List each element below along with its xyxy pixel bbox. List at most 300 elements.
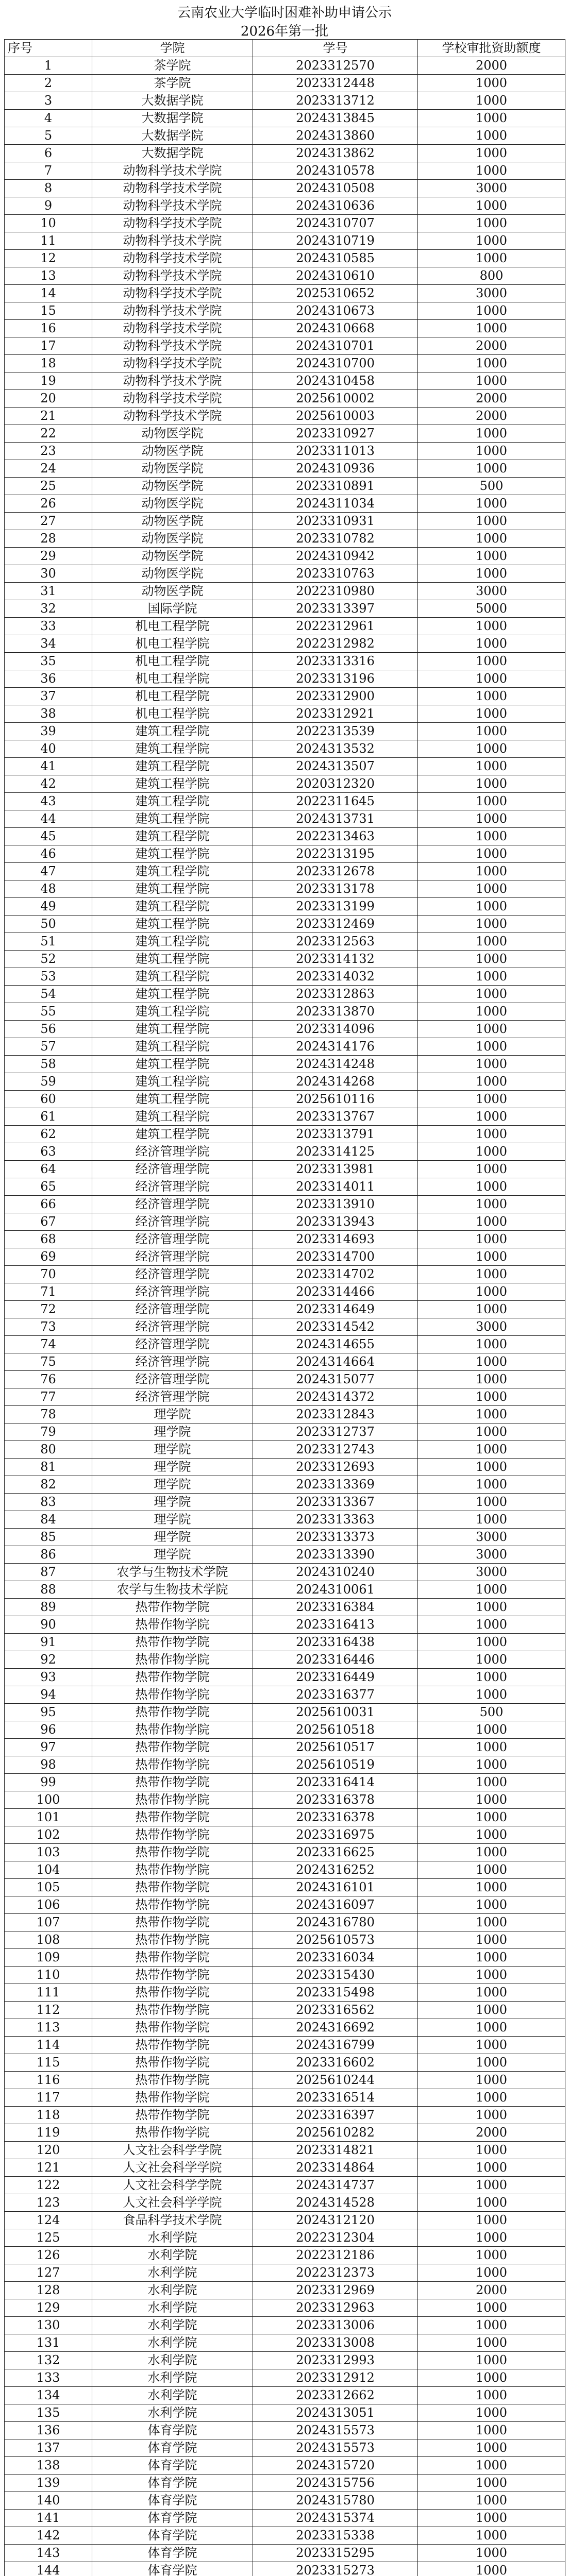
row-amount: 1000 <box>418 951 565 968</box>
row-index: 143 <box>5 2545 92 2562</box>
row-index: 9 <box>5 197 92 215</box>
table-row <box>5 443 565 460</box>
table-row <box>5 302 565 320</box>
table-row <box>5 810 565 828</box>
table-row <box>5 408 565 425</box>
table-row <box>5 1371 565 1388</box>
row-college: 热带作物学院 <box>92 1861 253 1879</box>
row-college: 热带作物学院 <box>92 1686 253 1704</box>
row-college: 水利学院 <box>92 2334 253 2352</box>
row-college: 经济管理学院 <box>92 1143 253 1161</box>
row-student-id: 2023316449 <box>253 1669 418 1686</box>
row-student-id: 2023316562 <box>253 2002 418 2019</box>
row-student-id: 2024310610 <box>253 267 418 285</box>
row-amount: 1000 <box>418 1844 565 1861</box>
row-index: 137 <box>5 2439 92 2457</box>
row-amount: 1000 <box>418 2194 565 2212</box>
row-student-id: 2024316252 <box>253 1861 418 1879</box>
row-student-id: 2023312570 <box>253 57 418 75</box>
row-college: 经济管理学院 <box>92 1266 253 1283</box>
row-index: 61 <box>5 1108 92 1126</box>
table-row <box>5 2317 565 2334</box>
row-index: 125 <box>5 2229 92 2247</box>
table-row <box>5 2282 565 2299</box>
row-amount: 2000 <box>418 2282 565 2299</box>
table-row <box>5 1423 565 1441</box>
table-row <box>5 1213 565 1231</box>
row-college: 热带作物学院 <box>92 1774 253 1791</box>
row-index: 41 <box>5 758 92 775</box>
row-student-id: 2022310980 <box>253 583 418 600</box>
row-student-id: 2023313943 <box>253 1213 418 1231</box>
row-college: 建筑工程学院 <box>92 951 253 968</box>
row-amount: 1000 <box>418 145 565 162</box>
page-title: 云南农业大学临时困难补助申请公示 <box>177 5 392 21</box>
row-college: 热带作物学院 <box>92 1739 253 1756</box>
table-row <box>5 1336 565 1353</box>
row-college: 经济管理学院 <box>92 1178 253 1196</box>
row-student-id: 2023312743 <box>253 1441 418 1459</box>
table-row <box>5 2002 565 2019</box>
row-index: 141 <box>5 2510 92 2527</box>
table-row <box>5 425 565 443</box>
row-index: 6 <box>5 145 92 162</box>
row-college: 动物科学技术学院 <box>92 180 253 197</box>
table-row <box>5 478 565 495</box>
row-index: 82 <box>5 1476 92 1494</box>
row-college: 热带作物学院 <box>92 2019 253 2037</box>
row-amount: 1000 <box>418 2247 565 2264</box>
row-student-id: 2023313006 <box>253 2317 418 2334</box>
row-college: 经济管理学院 <box>92 1231 253 1248</box>
table-row <box>5 2422 565 2439</box>
table-row <box>5 635 565 653</box>
row-amount: 3000 <box>418 1564 565 1581</box>
row-amount: 1000 <box>418 740 565 758</box>
row-college: 热带作物学院 <box>92 1791 253 1809</box>
row-student-id: 2024310458 <box>253 372 418 390</box>
row-student-id: 2023310927 <box>253 425 418 443</box>
table-row <box>5 145 565 162</box>
row-student-id: 2023313367 <box>253 1494 418 1511</box>
row-index: 1 <box>5 57 92 75</box>
row-amount: 1000 <box>418 425 565 443</box>
table-row <box>5 1021 565 1038</box>
row-index: 110 <box>5 1967 92 1984</box>
row-student-id: 2023313910 <box>253 1196 418 1213</box>
row-index: 100 <box>5 1791 92 1809</box>
row-college: 体育学院 <box>92 2457 253 2475</box>
table-row <box>5 1476 565 1494</box>
table-row <box>5 2159 565 2177</box>
row-student-id: 2023313199 <box>253 898 418 916</box>
row-college: 动物科学技术学院 <box>92 197 253 215</box>
row-student-id: 2024315573 <box>253 2422 418 2439</box>
table-row <box>5 1353 565 1371</box>
row-amount: 1000 <box>418 530 565 548</box>
row-amount: 1000 <box>418 1511 565 1529</box>
table-row <box>5 1546 565 1564</box>
table-row <box>5 250 565 267</box>
table-row <box>5 2510 565 2527</box>
table-row <box>5 986 565 1003</box>
row-college: 动物科学技术学院 <box>92 337 253 355</box>
row-index: 112 <box>5 2002 92 2019</box>
row-college: 动物医学院 <box>92 583 253 600</box>
row-amount: 1000 <box>418 1826 565 1844</box>
row-student-id: 2023312737 <box>253 1423 418 1441</box>
row-college: 热带作物学院 <box>92 1967 253 1984</box>
row-index: 94 <box>5 1686 92 1704</box>
row-amount: 1000 <box>418 2510 565 2527</box>
row-college: 水利学院 <box>92 2247 253 2264</box>
row-index: 91 <box>5 1634 92 1651</box>
table-row <box>5 1844 565 1861</box>
row-college: 建筑工程学院 <box>92 916 253 933</box>
row-student-id: 2022312961 <box>253 618 418 635</box>
table-row <box>5 1686 565 1704</box>
table-row <box>5 583 565 600</box>
table-row <box>5 1949 565 1967</box>
row-amount: 1000 <box>418 460 565 478</box>
row-amount: 1000 <box>418 1494 565 1511</box>
row-amount: 1000 <box>418 1021 565 1038</box>
row-student-id: 2024316692 <box>253 2019 418 2037</box>
row-amount: 1000 <box>418 1073 565 1091</box>
row-college: 水利学院 <box>92 2317 253 2334</box>
row-amount: 1000 <box>418 916 565 933</box>
row-amount: 1000 <box>418 828 565 845</box>
row-student-id: 2024311034 <box>253 495 418 513</box>
row-college: 动物科学技术学院 <box>92 408 253 425</box>
row-college: 体育学院 <box>92 2545 253 2562</box>
row-college: 热带作物学院 <box>92 1914 253 1931</box>
row-index: 37 <box>5 688 92 705</box>
row-student-id: 2023312993 <box>253 2352 418 2369</box>
table-row <box>5 1441 565 1459</box>
row-index: 19 <box>5 372 92 390</box>
row-student-id: 2024313862 <box>253 145 418 162</box>
row-student-id: 2024314737 <box>253 2177 418 2194</box>
table-row <box>5 951 565 968</box>
row-student-id: 2023312448 <box>253 75 418 92</box>
table-row <box>5 180 565 197</box>
row-student-id: 2023316975 <box>253 1826 418 1844</box>
row-index: 85 <box>5 1529 92 1546</box>
table-row <box>5 933 565 951</box>
table-row <box>5 2072 565 2089</box>
table-header-row <box>5 40 565 57</box>
table-row <box>5 460 565 478</box>
row-index: 90 <box>5 1616 92 1634</box>
row-index: 129 <box>5 2299 92 2317</box>
row-amount: 3000 <box>418 583 565 600</box>
row-index: 49 <box>5 898 92 916</box>
row-amount: 1000 <box>418 2107 565 2124</box>
row-student-id: 2022313463 <box>253 828 418 845</box>
row-amount: 1000 <box>418 1599 565 1616</box>
row-index: 111 <box>5 1984 92 2002</box>
row-amount: 1000 <box>418 653 565 670</box>
row-college: 热带作物学院 <box>92 1616 253 1634</box>
row-amount: 1000 <box>418 2212 565 2229</box>
row-student-id: 2024310668 <box>253 320 418 337</box>
table-row <box>5 1091 565 1108</box>
row-college: 体育学院 <box>92 2527 253 2545</box>
row-index: 117 <box>5 2089 92 2107</box>
row-student-id: 2024314528 <box>253 2194 418 2212</box>
row-amount: 1000 <box>418 1266 565 1283</box>
row-amount: 2000 <box>418 337 565 355</box>
row-college: 热带作物学院 <box>92 1949 253 1967</box>
row-college: 热带作物学院 <box>92 1634 253 1651</box>
table-row <box>5 1388 565 1406</box>
row-index: 71 <box>5 1283 92 1301</box>
row-student-id: 2025610282 <box>253 2124 418 2142</box>
row-index: 123 <box>5 2194 92 2212</box>
row-college: 建筑工程学院 <box>92 810 253 828</box>
row-college: 热带作物学院 <box>92 1809 253 1826</box>
row-college: 水利学院 <box>92 2352 253 2369</box>
table-row <box>5 355 565 372</box>
row-college: 热带作物学院 <box>92 1704 253 1721</box>
table-row <box>5 1896 565 1914</box>
row-student-id: 2023310763 <box>253 565 418 583</box>
row-index: 96 <box>5 1721 92 1739</box>
table-row <box>5 2019 565 2037</box>
row-index: 13 <box>5 267 92 285</box>
row-index: 121 <box>5 2159 92 2177</box>
row-college: 经济管理学院 <box>92 1371 253 1388</box>
row-student-id: 2023314702 <box>253 1266 418 1283</box>
row-index: 47 <box>5 863 92 880</box>
table-row <box>5 1073 565 1091</box>
row-student-id: 2024310936 <box>253 460 418 478</box>
row-student-id: 2023314542 <box>253 1318 418 1336</box>
table-row <box>5 2457 565 2475</box>
row-college: 建筑工程学院 <box>92 986 253 1003</box>
row-student-id: 2024315077 <box>253 1371 418 1388</box>
row-student-id: 2023312678 <box>253 863 418 880</box>
row-college: 动物医学院 <box>92 548 253 565</box>
row-amount: 1000 <box>418 1984 565 2002</box>
table-row <box>5 670 565 688</box>
table-row <box>5 1564 565 1581</box>
row-college: 建筑工程学院 <box>92 793 253 810</box>
row-amount: 1000 <box>418 302 565 320</box>
row-index: 104 <box>5 1861 92 1879</box>
row-amount: 1000 <box>418 1353 565 1371</box>
row-college: 热带作物学院 <box>92 1599 253 1616</box>
row-amount: 1000 <box>418 1108 565 1126</box>
table-row <box>5 548 565 565</box>
row-amount: 1000 <box>418 1371 565 1388</box>
row-index: 79 <box>5 1423 92 1441</box>
row-index: 120 <box>5 2142 92 2159</box>
row-amount: 1000 <box>418 1213 565 1231</box>
table-row <box>5 723 565 740</box>
row-index: 63 <box>5 1143 92 1161</box>
row-amount: 3000 <box>418 1318 565 1336</box>
row-index: 54 <box>5 986 92 1003</box>
row-student-id: 2024316101 <box>253 1879 418 1896</box>
row-index: 30 <box>5 565 92 583</box>
row-amount: 1000 <box>418 1756 565 1774</box>
row-index: 142 <box>5 2527 92 2545</box>
row-index: 56 <box>5 1021 92 1038</box>
row-index: 39 <box>5 723 92 740</box>
row-index: 21 <box>5 408 92 425</box>
row-index: 75 <box>5 1353 92 1371</box>
table-row <box>5 2545 565 2562</box>
table-row <box>5 1599 565 1616</box>
row-college: 理学院 <box>92 1529 253 1546</box>
row-college: 水利学院 <box>92 2282 253 2299</box>
table-row <box>5 2404 565 2422</box>
row-college: 动物科学技术学院 <box>92 250 253 267</box>
table-row <box>5 2439 565 2457</box>
row-index: 127 <box>5 2264 92 2282</box>
table-row <box>5 1704 565 1721</box>
row-index: 144 <box>5 2562 92 2576</box>
row-college: 建筑工程学院 <box>92 1021 253 1038</box>
row-amount: 1000 <box>418 1616 565 1634</box>
row-amount: 1000 <box>418 1248 565 1266</box>
row-student-id: 2023313369 <box>253 1476 418 1494</box>
table-row <box>5 1861 565 1879</box>
row-amount: 1000 <box>418 723 565 740</box>
table-row <box>5 2264 565 2282</box>
row-index: 31 <box>5 583 92 600</box>
row-amount: 1000 <box>418 1651 565 1669</box>
row-amount: 1000 <box>418 880 565 898</box>
row-amount: 1000 <box>418 1896 565 1914</box>
row-college: 热带作物学院 <box>92 1984 253 2002</box>
row-index: 78 <box>5 1406 92 1423</box>
row-amount: 1000 <box>418 1301 565 1318</box>
row-amount: 1000 <box>418 705 565 723</box>
row-student-id: 2023316446 <box>253 1651 418 1669</box>
row-student-id: 2025310652 <box>253 285 418 302</box>
row-college: 热带作物学院 <box>92 1896 253 1914</box>
row-index: 69 <box>5 1248 92 1266</box>
row-student-id: 2023314132 <box>253 951 418 968</box>
row-student-id: 2024313532 <box>253 740 418 758</box>
row-college: 水利学院 <box>92 2369 253 2387</box>
row-college: 大数据学院 <box>92 92 253 110</box>
aid-table-body <box>5 40 565 2576</box>
row-student-id: 2022312373 <box>253 2264 418 2282</box>
table-row <box>5 197 565 215</box>
row-amount: 1000 <box>418 2404 565 2422</box>
row-amount: 1000 <box>418 793 565 810</box>
row-college: 动物科学技术学院 <box>92 372 253 390</box>
table-row <box>5 337 565 355</box>
table-row <box>5 2177 565 2194</box>
row-index: 136 <box>5 2422 92 2439</box>
row-index: 59 <box>5 1073 92 1091</box>
row-amount: 1000 <box>418 1809 565 1826</box>
table-row <box>5 1318 565 1336</box>
table-row <box>5 513 565 530</box>
row-college: 经济管理学院 <box>92 1301 253 1318</box>
row-student-id: 2025610518 <box>253 1721 418 1739</box>
row-amount: 1000 <box>418 2422 565 2439</box>
row-student-id: 2023313791 <box>253 1126 418 1143</box>
table-row <box>5 2527 565 2545</box>
row-college: 农学与生物技术学院 <box>92 1581 253 1599</box>
table-row <box>5 775 565 793</box>
row-student-id: 2023316378 <box>253 1791 418 1809</box>
row-index: 92 <box>5 1651 92 1669</box>
row-amount: 1000 <box>418 1791 565 1809</box>
row-index: 23 <box>5 443 92 460</box>
row-student-id: 2025610519 <box>253 1756 418 1774</box>
row-student-id: 2023316397 <box>253 2107 418 2124</box>
row-index: 140 <box>5 2492 92 2510</box>
row-index: 98 <box>5 1756 92 1774</box>
row-amount: 1000 <box>418 933 565 951</box>
table-row <box>5 530 565 548</box>
table-row <box>5 1108 565 1126</box>
row-student-id: 2023314864 <box>253 2159 418 2177</box>
row-student-id: 2024310700 <box>253 355 418 372</box>
row-college: 经济管理学院 <box>92 1353 253 1371</box>
row-index: 24 <box>5 460 92 478</box>
row-student-id: 2023313870 <box>253 1003 418 1021</box>
row-student-id: 2023313767 <box>253 1108 418 1126</box>
row-amount: 1000 <box>418 197 565 215</box>
row-amount: 1000 <box>418 1388 565 1406</box>
row-student-id: 2023314700 <box>253 1248 418 1266</box>
row-student-id: 2023316625 <box>253 1844 418 1861</box>
row-college: 体育学院 <box>92 2422 253 2439</box>
row-college: 动物医学院 <box>92 425 253 443</box>
row-college: 热带作物学院 <box>92 2107 253 2124</box>
row-index: 122 <box>5 2177 92 2194</box>
row-index: 87 <box>5 1564 92 1581</box>
row-amount: 3000 <box>418 1546 565 1564</box>
row-amount: 1000 <box>418 1178 565 1196</box>
row-college: 动物医学院 <box>92 530 253 548</box>
table-row <box>5 2299 565 2317</box>
row-college: 水利学院 <box>92 2387 253 2404</box>
row-student-id: 2024315374 <box>253 2510 418 2527</box>
table-row <box>5 1529 565 1546</box>
row-index: 102 <box>5 1826 92 1844</box>
row-index: 83 <box>5 1494 92 1511</box>
row-student-id: 2023312662 <box>253 2387 418 2404</box>
row-college: 热带作物学院 <box>92 2072 253 2089</box>
row-student-id: 2024316799 <box>253 2037 418 2054</box>
row-index: 128 <box>5 2282 92 2299</box>
row-amount: 1000 <box>418 2159 565 2177</box>
row-amount: 1000 <box>418 1774 565 1791</box>
table-row <box>5 57 565 75</box>
row-college: 理学院 <box>92 1511 253 1529</box>
row-amount: 1000 <box>418 2002 565 2019</box>
row-student-id: 2023314125 <box>253 1143 418 1161</box>
row-index: 43 <box>5 793 92 810</box>
row-student-id: 2023310782 <box>253 530 418 548</box>
row-student-id: 2025610031 <box>253 1704 418 1721</box>
row-college: 建筑工程学院 <box>92 828 253 845</box>
row-amount: 1000 <box>418 2527 565 2545</box>
row-index: 44 <box>5 810 92 828</box>
row-index: 7 <box>5 162 92 180</box>
row-student-id: 2024310942 <box>253 548 418 565</box>
row-student-id: 2023312963 <box>253 2299 418 2317</box>
